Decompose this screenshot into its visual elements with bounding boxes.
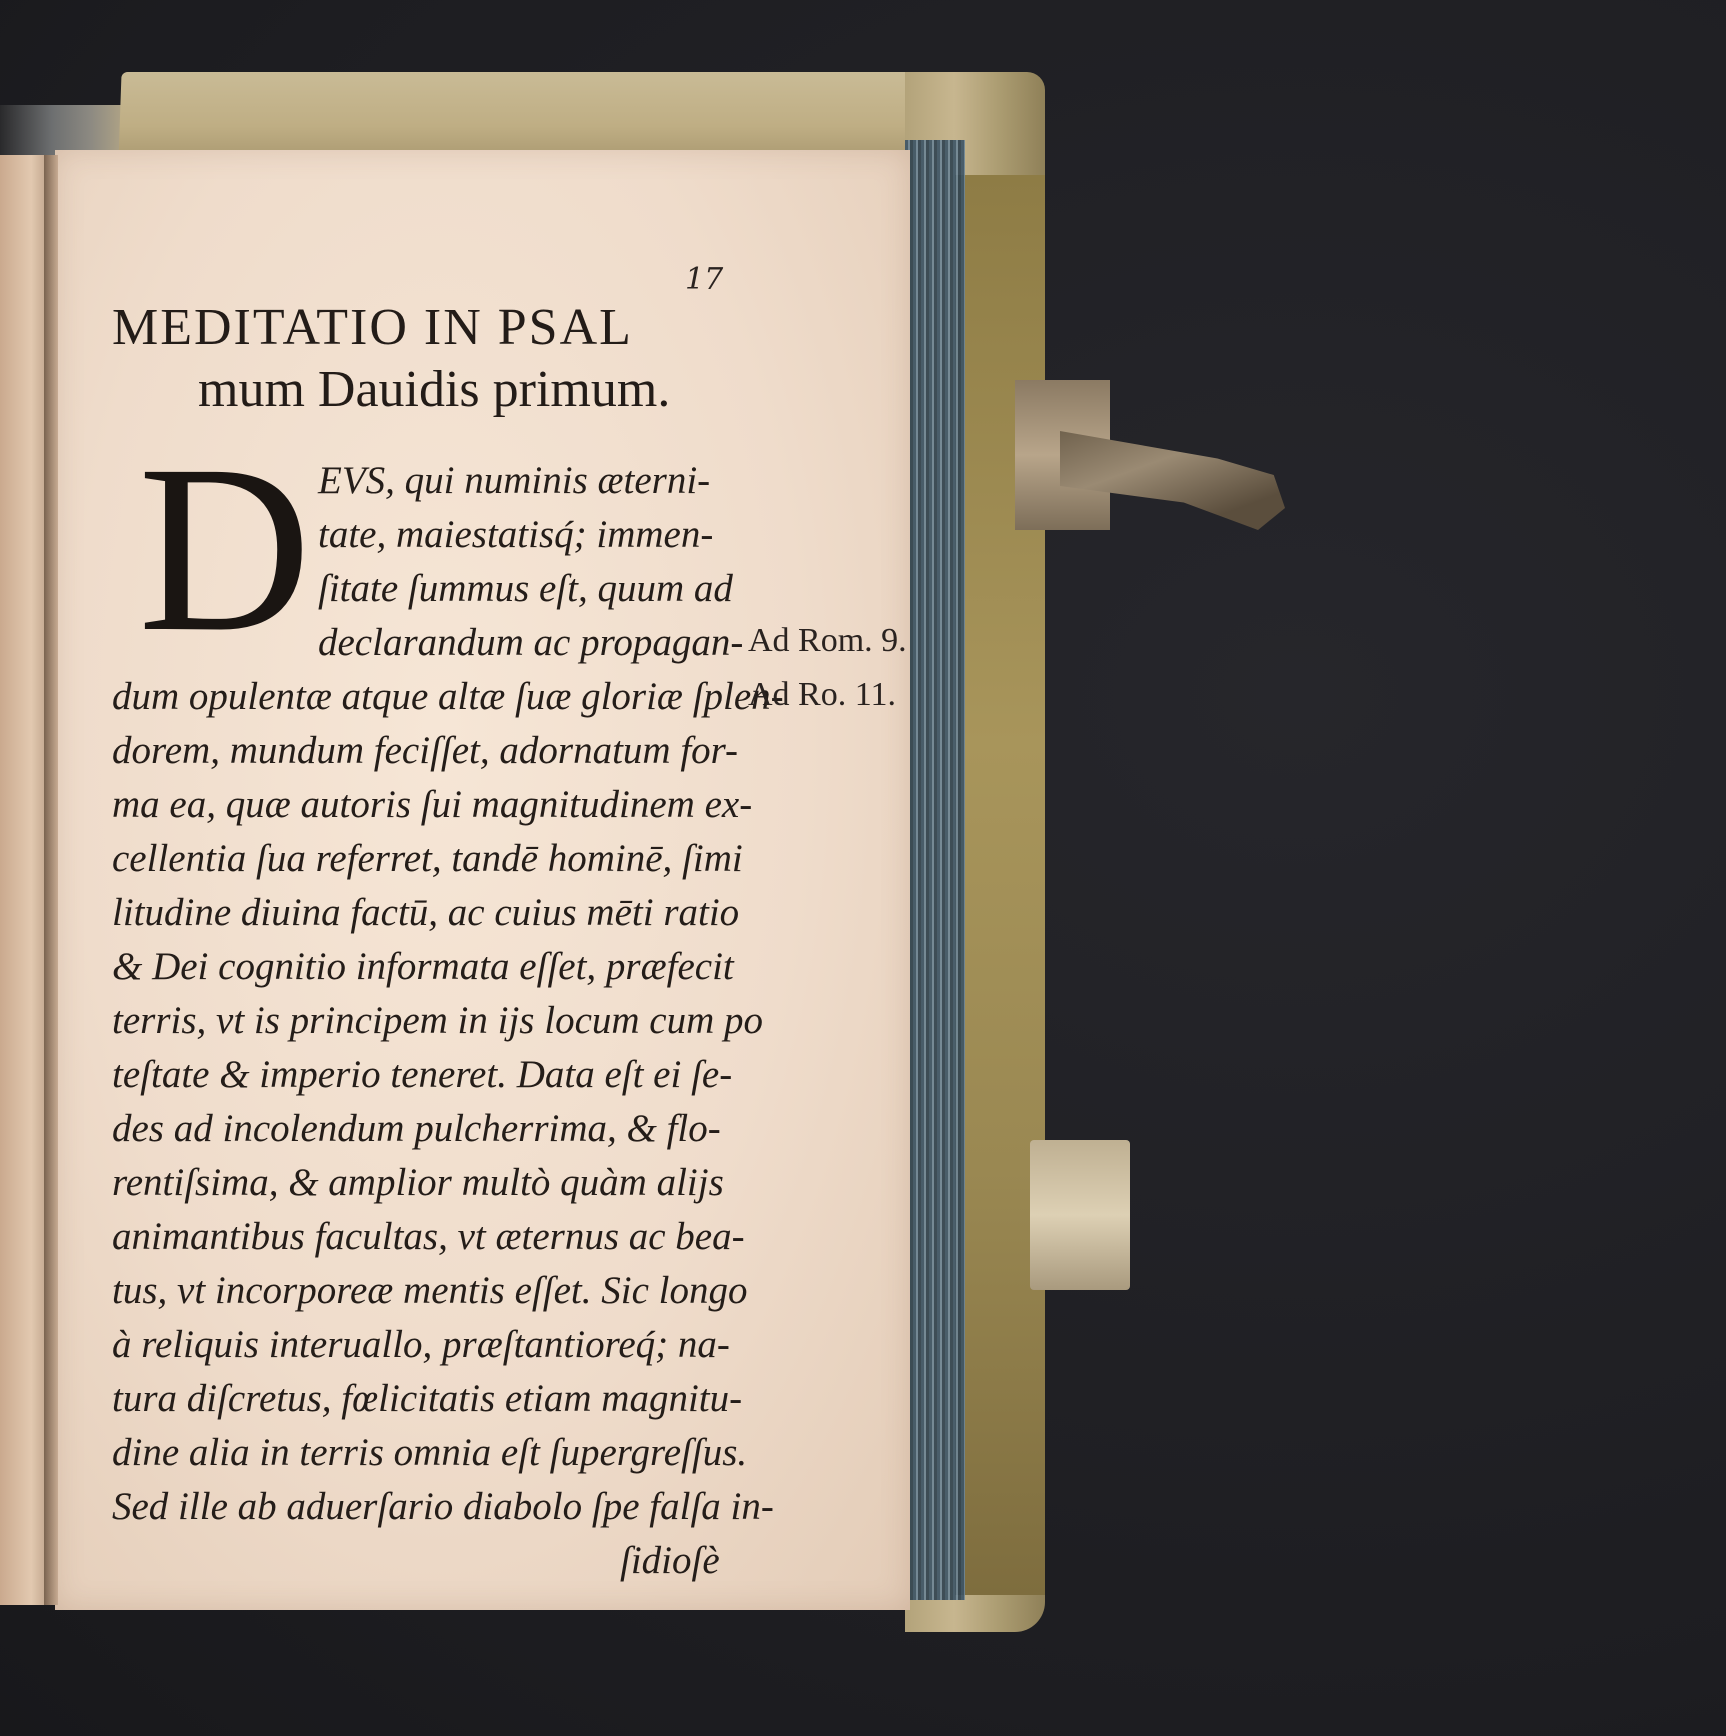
marginal-note: Ad Rom. 9. bbox=[748, 622, 907, 659]
body-line: EVS, qui numinis æterni- bbox=[318, 459, 711, 502]
body-line: & Dei cognitio informata eſſet, præfecit bbox=[112, 945, 734, 988]
body-line: tate, maiestatisq́; immen- bbox=[318, 513, 714, 556]
page-fore-edge bbox=[905, 140, 965, 1600]
book-cover-top bbox=[118, 72, 1021, 162]
heading-line-1: MEDITATIO IN PSAL bbox=[112, 299, 633, 356]
body-line: Sed ille ab aduerſario diabolo ſpe falſa in- bbox=[112, 1485, 774, 1528]
page-number: 17 bbox=[685, 262, 724, 297]
catchword: ſidioſè bbox=[620, 1539, 720, 1582]
body-line: cellentia ſua referret, tandē hominē, ſimi bbox=[112, 837, 743, 880]
body-line: declarandum ac propagan- bbox=[318, 621, 744, 664]
heading-line-2: mum Dauidis primum. bbox=[198, 361, 671, 418]
clasp-lower-strap bbox=[1030, 1140, 1130, 1290]
body-line: ſitate ſummus eſt, quum ad bbox=[318, 567, 733, 610]
body-line: ma ea, quæ autoris ſui magnitudinem ex- bbox=[112, 783, 753, 826]
marginal-note: Ad Ro. 11. bbox=[748, 676, 896, 713]
body-line: litudine diuina factū, ac cuius mēti ratio bbox=[112, 891, 740, 934]
body-line: à reliquis interuallo, præſtantioreq́; na- bbox=[112, 1323, 730, 1366]
page-gutter bbox=[44, 155, 58, 1605]
body-line: tura diſcretus, fœlicitatis etiam magnitu- bbox=[112, 1377, 743, 1420]
body-line: animantibus facultas, vt æternus ac bea- bbox=[112, 1215, 745, 1258]
body-line: des ad incolendum pulcherrima, & flo- bbox=[112, 1107, 721, 1150]
body-line: teſtate & imperio teneret. Data eſt ei ſe- bbox=[112, 1053, 733, 1096]
body-line: dum opulentæ atque altæ ſuæ gloriæ ſplen- bbox=[112, 675, 784, 718]
body-line: rentiſsima, & amplior multò quàm alijs bbox=[112, 1161, 724, 1204]
book-headband bbox=[0, 105, 130, 155]
body-line: dorem, mundum feciſſet, adornatum for- bbox=[112, 729, 739, 772]
body-line: dine alia in terris omnia eſt ſupergreſſus. bbox=[112, 1431, 748, 1474]
drop-cap: D bbox=[138, 415, 312, 681]
body-line: tus, vt incorporeæ mentis eſſet. Sic longo bbox=[112, 1269, 748, 1312]
body-line: terris, vt is principem in ijs locum cum po bbox=[112, 999, 764, 1042]
